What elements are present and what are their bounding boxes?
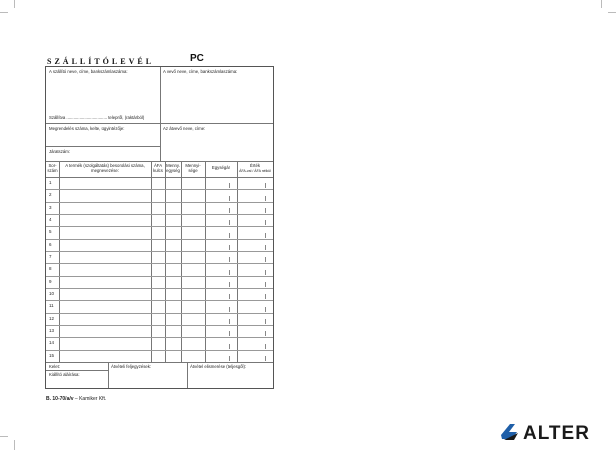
decimal-tick xyxy=(265,196,266,201)
receipt-label: Átvétel elismerése (teljesgől): xyxy=(190,364,247,369)
decimal-tick xyxy=(229,307,230,312)
table-row xyxy=(46,325,273,337)
sender-label: A szállító neve, címe, bankszámlaszáma: xyxy=(49,69,128,74)
date-label: Kelet: xyxy=(49,364,60,369)
decimal-tick xyxy=(265,282,266,287)
row-line xyxy=(46,350,273,351)
decimal-tick xyxy=(229,344,230,349)
decimal-tick xyxy=(265,331,266,336)
table-row xyxy=(46,239,273,251)
decimal-tick xyxy=(229,233,230,238)
decimal-tick xyxy=(229,208,230,213)
decimal-tick xyxy=(229,270,230,275)
row-number: 9 xyxy=(49,278,52,284)
footer-publisher: – Kamiker Kft. xyxy=(74,396,107,402)
col-product-header: A termék (szolgáltatás) besorolási száma, megnevezése: xyxy=(65,163,145,173)
divider xyxy=(46,146,160,147)
alter-logo xyxy=(500,421,612,443)
table-row xyxy=(46,226,273,238)
decimal-tick xyxy=(265,208,266,213)
crop-mark xyxy=(601,0,602,8)
row-number: 10 xyxy=(49,290,55,296)
row-line xyxy=(46,300,273,301)
decimal-tick xyxy=(265,183,266,188)
decimal-tick xyxy=(265,319,266,324)
row-number: 13 xyxy=(49,327,55,333)
table-row xyxy=(46,251,273,263)
alter-logo-icon xyxy=(500,421,612,443)
col-unit-price-header: Egységár xyxy=(211,165,231,170)
decimal-tick xyxy=(265,294,266,299)
table-row xyxy=(46,337,273,349)
delivery-note-form xyxy=(45,66,274,389)
decimal-tick xyxy=(229,331,230,336)
row-number: 11 xyxy=(49,303,54,309)
table-row xyxy=(46,350,273,362)
decimal-tick xyxy=(265,356,266,361)
table-row xyxy=(46,263,273,275)
row-line xyxy=(46,226,273,227)
row-line xyxy=(46,263,273,264)
col-value-sub-header: ÁFA-val / ÁFA nélkül xyxy=(239,169,271,173)
decimal-tick xyxy=(229,220,230,225)
crop-mark xyxy=(608,12,616,13)
row-line xyxy=(46,239,273,240)
form-code: PC xyxy=(190,53,204,64)
decimal-tick xyxy=(265,307,266,312)
row-line xyxy=(46,251,273,252)
row-number: 7 xyxy=(49,253,52,259)
decimal-tick xyxy=(229,294,230,299)
row-line xyxy=(46,288,273,289)
recipient-label: Az átvevő neve, címe: xyxy=(163,126,206,131)
order-label: Megrendelés száma, kelte, ügyintézője: xyxy=(49,126,125,131)
crop-mark xyxy=(0,436,8,437)
row-number: 3 xyxy=(49,204,52,210)
footer xyxy=(46,396,106,402)
table-row xyxy=(46,288,273,300)
decimal-tick xyxy=(229,245,230,250)
decimal-tick xyxy=(265,257,266,262)
table-row xyxy=(46,189,273,201)
col-num-header: Sor- szám xyxy=(47,163,58,173)
col-vat-header: ÁFA kulcs xyxy=(153,163,163,173)
crop-mark xyxy=(0,12,8,13)
logo-text: ALTER xyxy=(523,423,590,443)
divider xyxy=(46,161,273,162)
row-number: 15 xyxy=(49,352,55,358)
signature-label: Kiállító aláírása: xyxy=(49,372,80,377)
decimal-tick xyxy=(265,245,266,250)
table-row xyxy=(46,202,273,214)
crop-mark xyxy=(14,440,15,450)
table-row xyxy=(46,214,273,226)
crop-mark xyxy=(14,0,15,8)
vehicle-label: Járatszám: xyxy=(49,149,71,154)
row-line xyxy=(46,276,273,277)
row-line xyxy=(46,214,273,215)
decimal-tick xyxy=(229,356,230,361)
decimal-tick xyxy=(265,233,266,238)
row-number: 14 xyxy=(49,340,55,346)
remarks-label: Átvételi feljegyzések: xyxy=(111,364,152,369)
row-number: 8 xyxy=(49,266,52,272)
row-line xyxy=(46,337,273,338)
divider xyxy=(187,362,188,388)
divider xyxy=(46,362,273,363)
table-row xyxy=(46,276,273,288)
row-line xyxy=(46,313,273,314)
decimal-tick xyxy=(265,344,266,349)
table-row xyxy=(46,313,273,325)
col-unit-header: Menny. egység xyxy=(166,163,180,173)
document-title: SZÁLLÍTÓLEVÉL xyxy=(47,57,155,66)
col-qty-header: Mennyi- sége xyxy=(185,163,201,173)
divider xyxy=(46,370,108,371)
decimal-tick xyxy=(229,257,230,262)
row-number: 1 xyxy=(49,180,52,185)
table-row xyxy=(46,177,273,189)
row-line xyxy=(46,189,273,190)
table-row xyxy=(46,300,273,312)
decimal-tick xyxy=(229,183,230,188)
divider xyxy=(46,123,273,124)
decimal-tick xyxy=(265,270,266,275)
col-value-header: Érték xyxy=(249,163,261,168)
row-number: 4 xyxy=(49,216,52,222)
row-number: 6 xyxy=(49,241,52,247)
row-number: 5 xyxy=(49,229,52,235)
row-number: 12 xyxy=(49,315,55,321)
row-number: 2 xyxy=(49,192,52,198)
decimal-tick xyxy=(229,282,230,287)
footer-code: B. 10-70/a/v xyxy=(46,396,74,402)
decimal-tick xyxy=(229,319,230,324)
row-line xyxy=(46,202,273,203)
decimal-tick xyxy=(229,196,230,201)
shipping-line: Szállítva .................................. telepről, (raktárból) xyxy=(49,115,145,120)
buyer-label: A vevő neve, címe, bankszámlaszáma: xyxy=(163,69,238,74)
decimal-tick xyxy=(265,220,266,225)
row-line xyxy=(46,325,273,326)
divider xyxy=(160,67,161,161)
divider xyxy=(108,362,109,388)
